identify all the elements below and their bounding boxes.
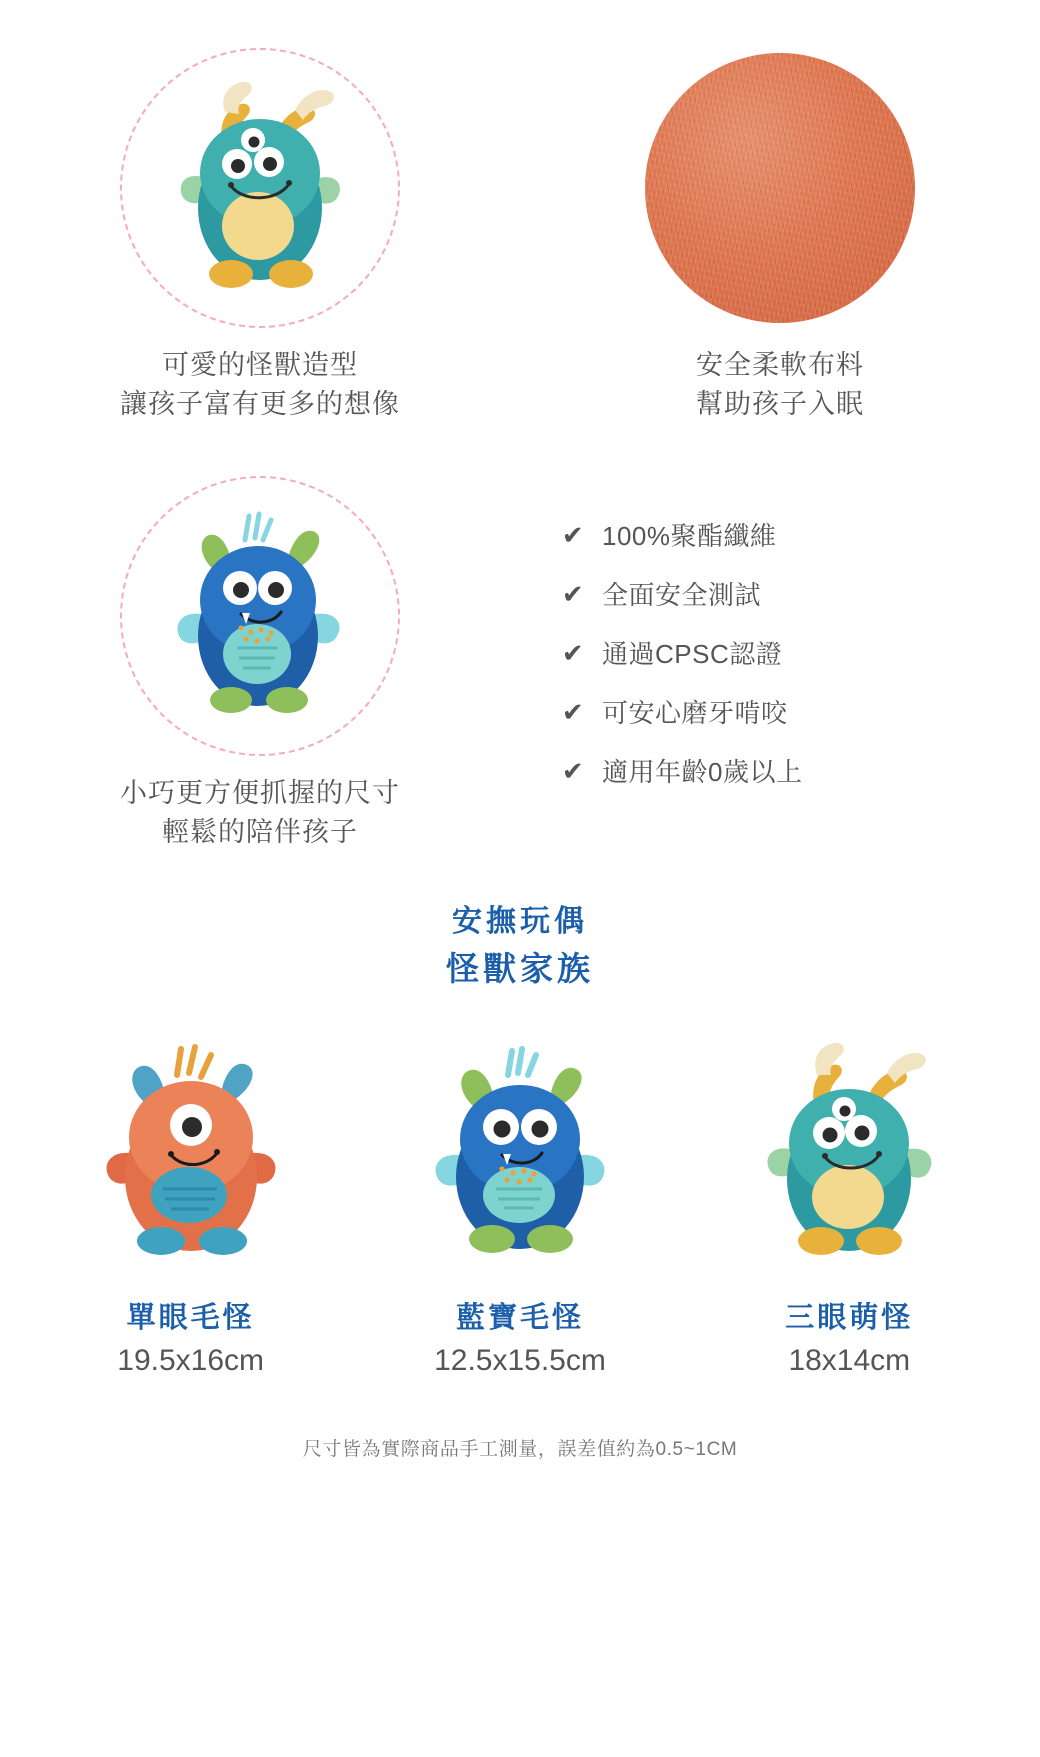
check-icon: ✔ bbox=[561, 578, 585, 609]
dashed-circle-frame-2 bbox=[120, 476, 400, 756]
caption-size: 小巧更方便抓握的尺寸 輕鬆的陪伴孩子 bbox=[120, 778, 400, 848]
family-item-name: 藍寶毛怪 bbox=[455, 1300, 584, 1335]
checklist-item bbox=[560, 575, 802, 612]
checklist bbox=[520, 516, 802, 789]
dashed-circle-frame bbox=[120, 48, 400, 328]
family-title-line1: 安撫玩偶 bbox=[452, 903, 588, 939]
check-icon: ✔ bbox=[561, 696, 585, 727]
checklist-label: 通過CPSC認證 bbox=[602, 639, 783, 670]
product-detail-page bbox=[0, 48, 1040, 1461]
fabric-circle-frame bbox=[640, 48, 920, 328]
checklist-item bbox=[560, 516, 802, 553]
orange-monster-image bbox=[71, 1027, 311, 1277]
checklist-label: 適用年齡0歲以上 bbox=[602, 757, 803, 788]
family-item[interactable] bbox=[370, 1027, 670, 1378]
feature-cell-size bbox=[0, 476, 520, 852]
family-item-size: 12.5x15.5cm bbox=[434, 1344, 606, 1378]
caption-cute-design: 可愛的怪獸造型 讓孩子富有更多的想像 bbox=[120, 350, 400, 420]
checklist-item bbox=[560, 634, 802, 671]
checklist-label: 全面安全測試 bbox=[602, 580, 762, 611]
feature-checklist bbox=[520, 476, 1040, 852]
green-monster-image-2 bbox=[729, 1027, 969, 1277]
feature-cell-cute-design bbox=[0, 48, 520, 424]
fabric-texture bbox=[645, 53, 915, 323]
family-item[interactable] bbox=[41, 1027, 341, 1378]
feature-row-top bbox=[0, 48, 1040, 424]
check-icon: ✔ bbox=[561, 755, 585, 786]
family-products bbox=[0, 1027, 1040, 1378]
family-item-name: 單眼毛怪 bbox=[126, 1300, 255, 1335]
fabric-swatch-image bbox=[645, 53, 915, 323]
checklist-item bbox=[560, 752, 802, 789]
feature-row-mid bbox=[0, 476, 1040, 852]
family-item-name: 三眼萌怪 bbox=[785, 1300, 914, 1335]
caption-soft-fabric: 安全柔軟布料 幫助孩子入眠 bbox=[696, 350, 864, 420]
green-monster-image bbox=[145, 68, 375, 308]
family-section-title bbox=[0, 899, 1040, 994]
check-icon: ✔ bbox=[561, 519, 585, 550]
checklist-label: 100%聚酯纖維 bbox=[602, 521, 777, 552]
family-title-line2: 怪獸家族 bbox=[446, 948, 594, 988]
checklist-label: 可安心磨牙啃咬 bbox=[602, 698, 788, 729]
family-item-size: 19.5x16cm bbox=[117, 1344, 265, 1378]
family-item-size: 18x14cm bbox=[788, 1344, 911, 1378]
feature-cell-soft-fabric bbox=[520, 48, 1040, 424]
blue-monster-image-2 bbox=[400, 1027, 640, 1277]
checklist-item bbox=[560, 693, 802, 730]
check-icon: ✔ bbox=[561, 637, 585, 668]
family-item[interactable] bbox=[699, 1027, 999, 1378]
measurement-footnote: 尺寸皆為實際商品手工測量，誤差值約為0.5~1CM bbox=[302, 1439, 738, 1461]
blue-monster-image bbox=[145, 496, 375, 736]
